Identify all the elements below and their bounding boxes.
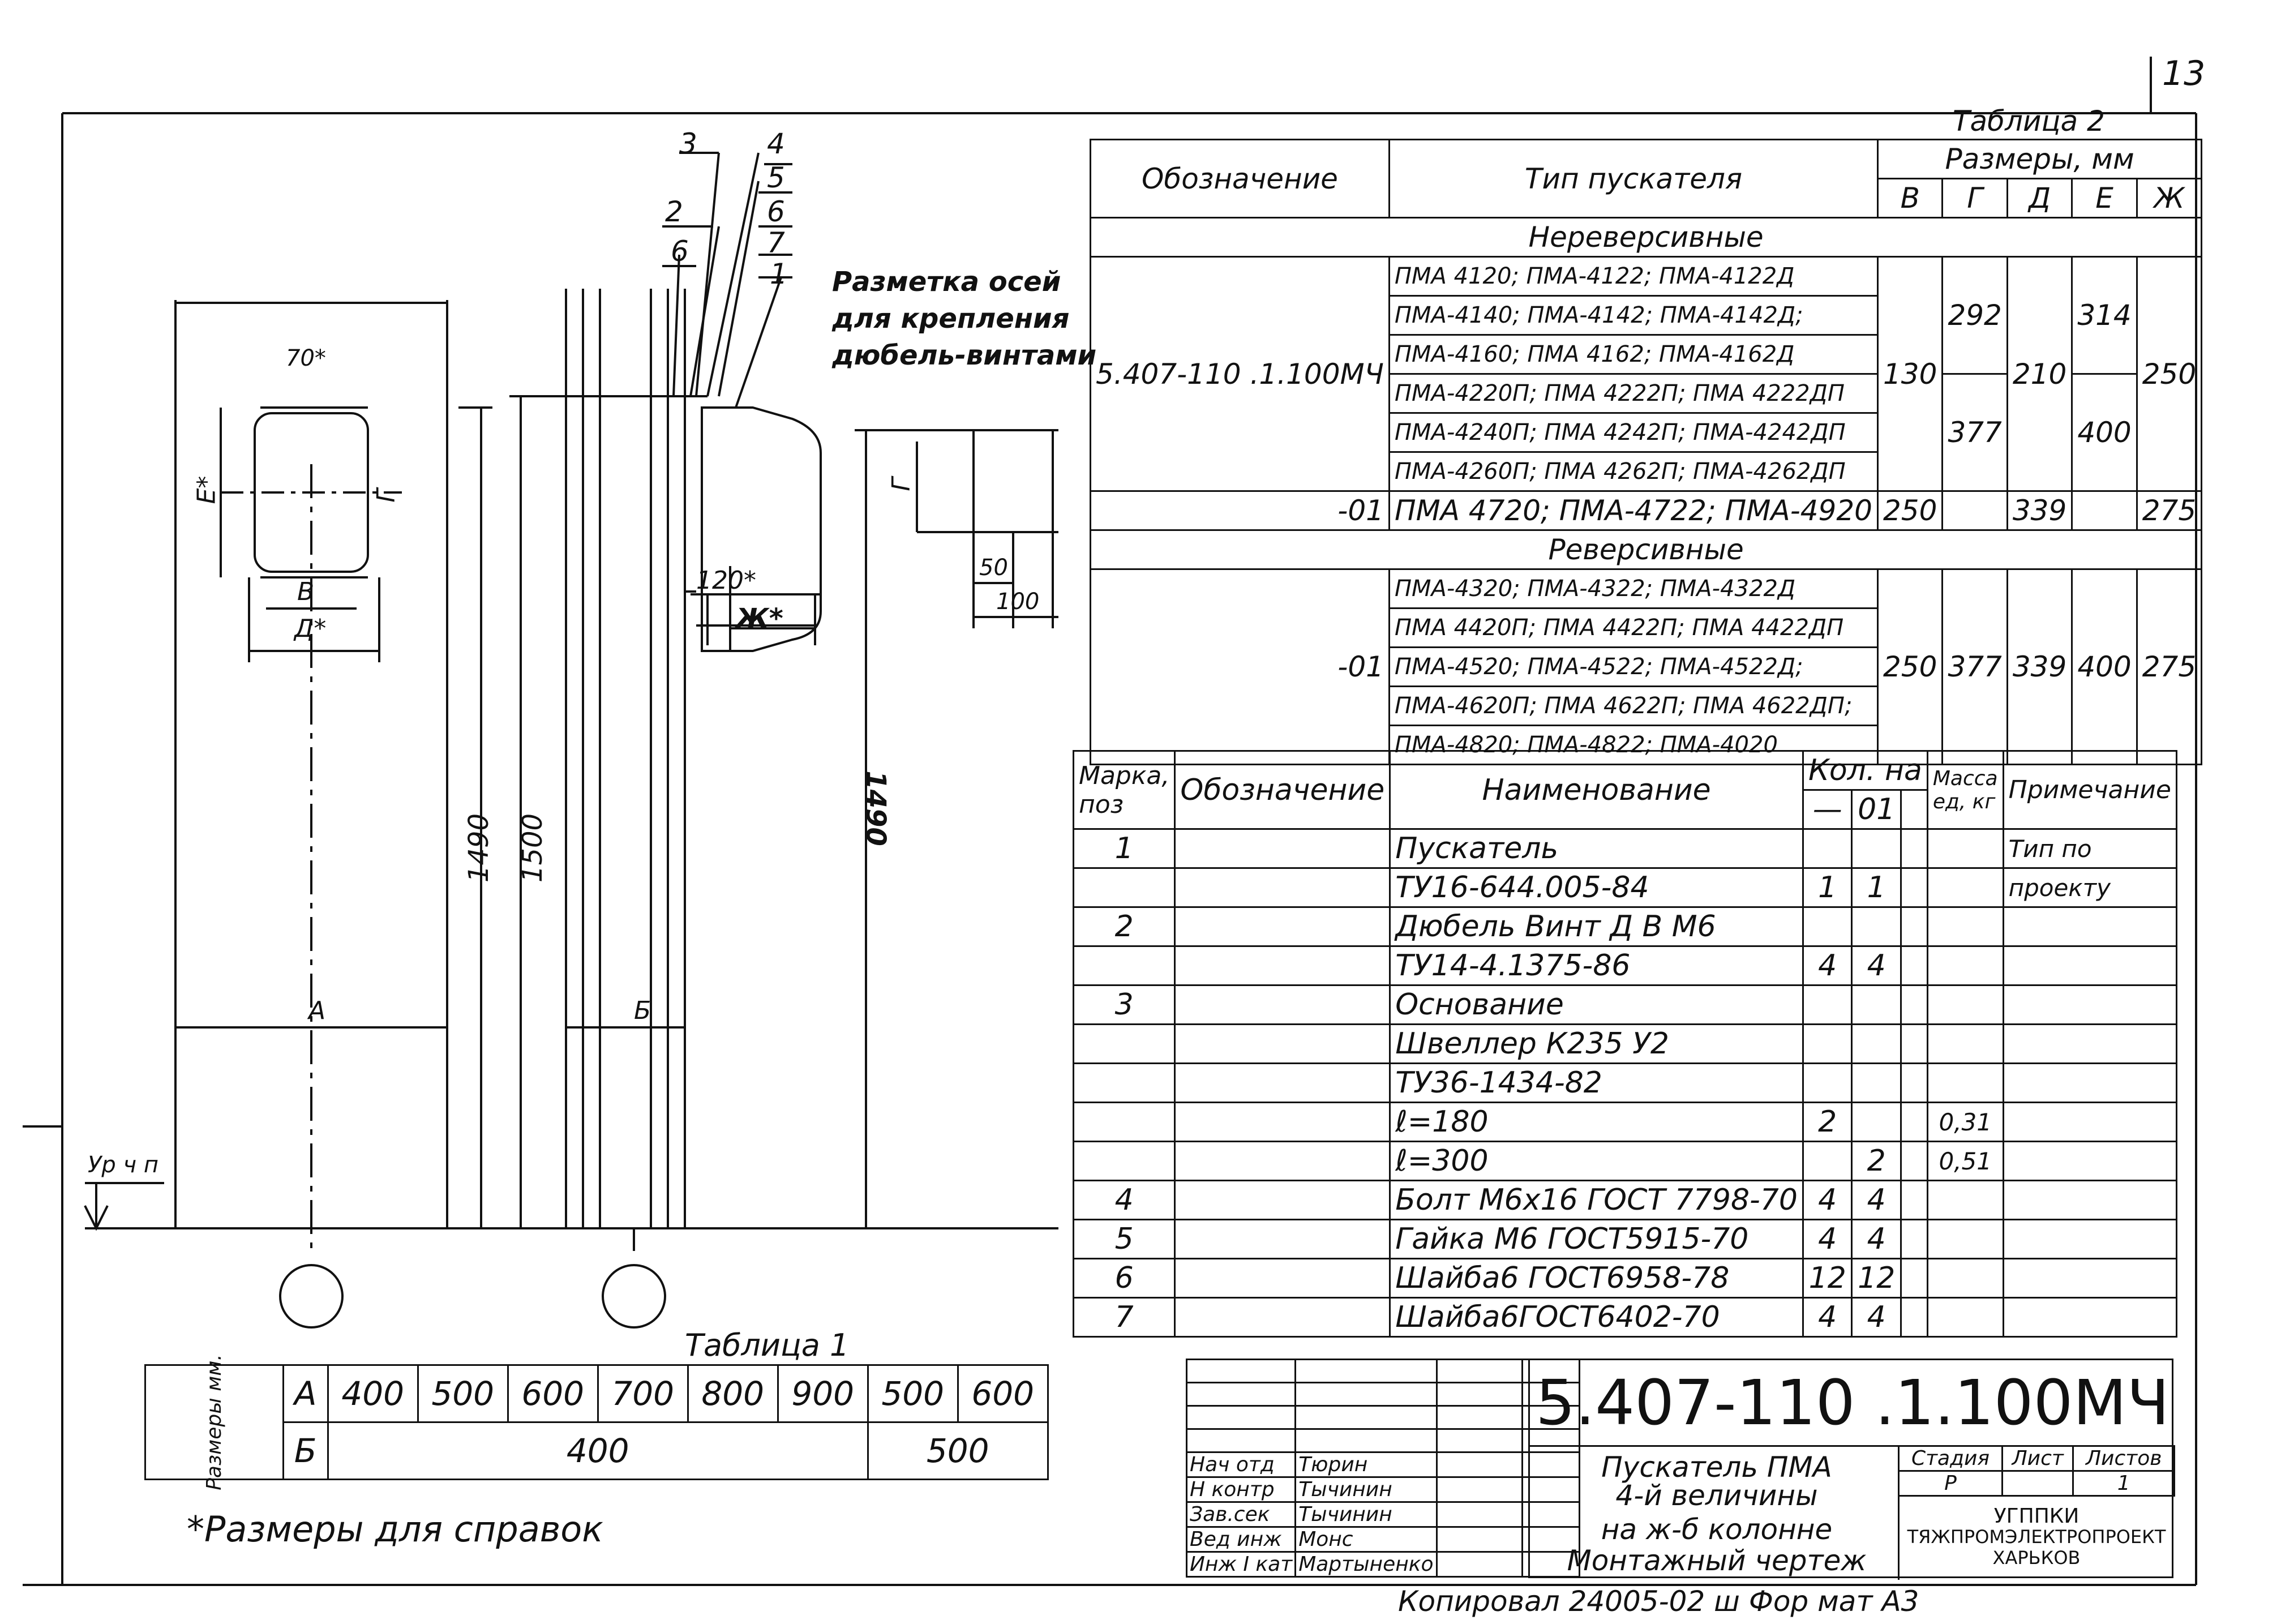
t2-h-designation: Обозначение	[1091, 140, 1390, 218]
spec-h-qty: Кол. на	[1803, 751, 1927, 790]
spec-note	[2003, 985, 2176, 1025]
spec-h-designation: Обозначение	[1175, 751, 1390, 829]
staff-role-4: Вед инж	[1187, 1527, 1296, 1552]
spec-name: ТУ14-4.1375-86	[1390, 946, 1803, 985]
dim-G-right: Г	[886, 477, 916, 491]
t1-a-5: 800	[688, 1365, 778, 1422]
title-line-3: на ж-б колонне	[1601, 1513, 1833, 1546]
spec-mass	[1927, 868, 2003, 907]
spec-table	[1073, 750, 2177, 1338]
spec-mass	[1927, 985, 2003, 1025]
spec-q1: 1	[1803, 868, 1852, 907]
t1-b-1: 400	[328, 1422, 868, 1480]
spec-note	[2003, 1181, 2176, 1220]
t1-a-6: 900	[778, 1365, 868, 1422]
t2-h-type: Тип пускателя	[1389, 140, 1877, 218]
spec-note	[2003, 1142, 2176, 1181]
spec-q2: 4	[1852, 1298, 1901, 1337]
dim-A: А	[308, 996, 326, 1025]
t2-a-type-5: ПМА-4240П; ПМА 4242П; ПМА-4242ДП	[1389, 413, 1877, 452]
marker-5: 5	[767, 161, 785, 194]
spec-mass	[1927, 1025, 2003, 1064]
spec-designation	[1175, 1220, 1390, 1259]
spec-pos	[1074, 1064, 1175, 1103]
callout-line-3: дюбель-винтами	[832, 340, 1097, 371]
spec-q3	[1901, 1298, 1927, 1337]
t2-a-D: 210	[2007, 257, 2072, 491]
spec-name: ТУ16-644.005-84	[1390, 868, 1803, 907]
dim-70: 70*	[286, 345, 326, 371]
spec-h-qty-b: 01	[1852, 790, 1901, 829]
callout-line-2: для крепления	[832, 303, 1070, 335]
spec-note	[2003, 1064, 2176, 1103]
spec-q3	[1901, 1103, 1927, 1142]
table2-caption: Таблица 2	[1953, 105, 2105, 138]
spec-q3	[1901, 907, 1927, 946]
spec-designation	[1175, 868, 1390, 907]
spec-name: Шайба6ГОСТ6402-70	[1390, 1298, 1803, 1337]
spec-q3	[1901, 868, 1927, 907]
spec-q2	[1852, 829, 1901, 868]
spec-q1	[1803, 1025, 1852, 1064]
dim-1490-right: 1490	[859, 770, 891, 846]
t2-r-D: 339	[2007, 569, 2072, 765]
spec-q2	[1852, 1103, 1901, 1142]
spec-name: Гайка М6 ГОСТ5915-70	[1390, 1220, 1803, 1259]
t2-r-type-5: ПМА-4820; ПМА-4822; ПМА-4020	[1389, 726, 1877, 765]
t2-h-E: Е	[2072, 179, 2137, 218]
spec-note	[2003, 1259, 2176, 1298]
spec-name: Швеллер К235 У2	[1390, 1025, 1803, 1064]
spec-h-mark: Марка, поз	[1074, 751, 1175, 829]
t2-a-type-4: ПМА-4220П; ПМА 4222П; ПМА 4222ДП	[1389, 374, 1877, 413]
spec-name: Основание	[1390, 985, 1803, 1025]
spec-designation	[1175, 1103, 1390, 1142]
spec-q1	[1803, 1142, 1852, 1181]
spec-note: Тип по	[2003, 829, 2176, 868]
spec-name: Болт М6х16 ГОСТ 7798-70	[1390, 1181, 1803, 1220]
spec-h-note: Примечание	[2003, 751, 2176, 829]
table2	[1090, 139, 2202, 765]
spec-pos: 1	[1074, 829, 1175, 868]
stage-label: Стадия	[1899, 1446, 2003, 1471]
dim-120: 120*	[696, 566, 756, 595]
t2-b-designation: -01	[1091, 491, 1390, 530]
t2-a-designation: 5.407-110 .1.100МЧ	[1091, 257, 1390, 491]
staff-role-1: Нач отд	[1187, 1452, 1296, 1477]
spec-q3	[1901, 985, 1927, 1025]
marker-7: 7	[767, 226, 785, 259]
marker-4: 4	[767, 127, 785, 160]
spec-q3	[1901, 1142, 1927, 1181]
drawing-code: 5.407-110 .1.100МЧ	[1530, 1360, 2175, 1447]
spec-q1: 12	[1803, 1259, 1852, 1298]
spec-designation	[1175, 907, 1390, 946]
marker-6a: 6	[767, 195, 785, 228]
dim-D: Д*	[294, 614, 327, 643]
spec-designation	[1175, 946, 1390, 985]
t2-r-G: 377	[1943, 569, 2007, 765]
spec-q1: 2	[1803, 1103, 1852, 1142]
t2-a-B: 130	[1878, 257, 1943, 491]
spec-pos: 6	[1074, 1259, 1175, 1298]
spec-mass	[1927, 1298, 2003, 1337]
spec-row	[1074, 1064, 2177, 1103]
t2-h-D: Д	[2007, 179, 2072, 218]
t2-a-type-6: ПМА-4260П; ПМА 4262П; ПМА-4262ДП	[1389, 452, 1877, 491]
t2-b-B: 250	[1878, 491, 1943, 530]
spec-pos	[1074, 1025, 1175, 1064]
t2-r-designation: -01	[1091, 569, 1390, 765]
spec-name: ТУ36-1434-82	[1390, 1064, 1803, 1103]
t2-section-nonrev: Нереверсивные	[1091, 218, 2202, 257]
spec-pos	[1074, 946, 1175, 985]
dim-B: В	[297, 577, 315, 606]
t2-a-E2: 400	[2072, 374, 2137, 491]
spec-note	[2003, 1298, 2176, 1337]
t1-a-7: 500	[868, 1365, 958, 1422]
sheet-number: 13	[2162, 54, 2206, 93]
staff-role-3: Зав.сек	[1187, 1502, 1296, 1527]
spec-q3	[1901, 1220, 1927, 1259]
t2-h-sizes: Размеры, мм	[1878, 140, 2202, 179]
spec-q1	[1803, 829, 1852, 868]
spec-row	[1074, 946, 2177, 985]
spec-q3	[1901, 946, 1927, 985]
org-line-3: ХАРЬКОВ	[1992, 1547, 2081, 1569]
dim-1500: 1500	[517, 813, 549, 883]
title-block-grid	[1186, 1359, 1580, 1578]
t2-b-Zh: 275	[2137, 491, 2201, 530]
marker-6b: 6	[671, 235, 689, 268]
table1-side-label: Размеры мм.	[202, 1354, 226, 1490]
marker-2: 2	[665, 195, 683, 228]
callout-line-1: Разметка осей	[832, 266, 1061, 298]
staff-role-5: Инж I кат	[1187, 1552, 1296, 1577]
spec-note	[2003, 907, 2176, 946]
spec-q3	[1901, 1259, 1927, 1298]
spec-name: Дюбель Винт Д В М6	[1390, 907, 1803, 946]
t1-b-2: 500	[868, 1422, 1048, 1480]
t2-a-type-3: ПМА-4160; ПМА 4162; ПМА-4162Д	[1389, 335, 1877, 374]
spec-q2: 4	[1852, 1181, 1901, 1220]
spec-designation	[1175, 1064, 1390, 1103]
spec-row	[1074, 868, 2177, 907]
stage-value: Р	[1899, 1471, 2003, 1496]
spec-q2: 4	[1852, 1220, 1901, 1259]
dim-Zh: Ж*	[736, 603, 783, 635]
spec-pos	[1074, 1103, 1175, 1142]
spec-name: Пускатель	[1390, 829, 1803, 868]
footnote: *Размеры для справок	[187, 1509, 603, 1550]
spec-note	[2003, 1025, 2176, 1064]
t2-b-D: 339	[2007, 491, 2072, 530]
spec-pos: 5	[1074, 1220, 1175, 1259]
spec-row	[1074, 1220, 2177, 1259]
spec-q3	[1901, 1181, 1927, 1220]
spec-row	[1074, 1103, 2177, 1142]
t2-section-rev: Реверсивные	[1091, 530, 2202, 569]
spec-q1	[1803, 907, 1852, 946]
t2-h-B: В	[1878, 179, 1943, 218]
spec-name: ℓ=300	[1390, 1142, 1803, 1181]
t2-r-B: 250	[1878, 569, 1943, 765]
spec-row	[1074, 985, 2177, 1025]
t1-a-3: 600	[508, 1365, 598, 1422]
spec-pos: 3	[1074, 985, 1175, 1025]
staff-name-3: Тычинин	[1296, 1502, 1437, 1527]
spec-mass	[1927, 907, 2003, 946]
spec-q2	[1852, 907, 1901, 946]
spec-row	[1074, 1025, 2177, 1064]
dim-100: 100	[996, 589, 1040, 615]
spec-q3	[1901, 1064, 1927, 1103]
spec-h-mass: Масса ед, кг	[1927, 751, 2003, 829]
spec-mass	[1927, 1259, 2003, 1298]
staff-name-2: Тычинин	[1296, 1477, 1437, 1502]
spec-designation	[1175, 1181, 1390, 1220]
table1-row-b-label: Б	[283, 1422, 328, 1480]
t2-r-E: 400	[2072, 569, 2137, 765]
dim-1490-left: 1490	[463, 813, 495, 883]
title-block-right	[1528, 1359, 2173, 1578]
t2-h-Zh: Ж	[2137, 179, 2201, 218]
t1-a-8: 600	[958, 1365, 1048, 1422]
table1-row-a-label: А	[283, 1365, 328, 1422]
t2-a-type-1: ПМА 4120; ПМА-4122; ПМА-4122Д	[1389, 257, 1877, 296]
spec-row	[1074, 907, 2177, 946]
spec-designation	[1175, 1025, 1390, 1064]
t2-b-types: ПМА 4720; ПМА-4722; ПМА-4920	[1389, 491, 1877, 530]
spec-q1: 4	[1803, 1220, 1852, 1259]
spec-name: ℓ=180	[1390, 1103, 1803, 1142]
staff-role-2: Н контр	[1187, 1477, 1296, 1502]
org-line-1: УГППКИ	[1993, 1505, 2080, 1528]
marker-1: 1	[770, 258, 788, 290]
spec-q2	[1852, 1064, 1901, 1103]
spec-row	[1074, 1181, 2177, 1220]
dim-G-left: Г	[371, 489, 401, 503]
spec-q1	[1803, 985, 1852, 1025]
spec-q3	[1901, 829, 1927, 868]
spec-note	[2003, 946, 2176, 985]
spec-h-name: Наименование	[1390, 751, 1803, 829]
spec-designation	[1175, 1298, 1390, 1337]
t2-a-G1: 292	[1943, 257, 2007, 374]
t1-a-4: 700	[598, 1365, 688, 1422]
spec-row	[1074, 1142, 2177, 1181]
staff-name-5: Мартыненко	[1296, 1552, 1437, 1577]
spec-designation	[1175, 1259, 1390, 1298]
t1-a-2: 500	[418, 1365, 508, 1422]
spec-mass	[1927, 1220, 2003, 1259]
table1	[144, 1354, 1049, 1490]
spec-pos: 7	[1074, 1298, 1175, 1337]
title-line-1: Пускатель ПМА	[1601, 1451, 1832, 1484]
t2-a-type-2: ПМА-4140; ПМА-4142; ПМА-4142Д;	[1389, 296, 1877, 335]
spec-row	[1074, 829, 2177, 868]
sheets-value: 1	[2073, 1471, 2175, 1496]
dim-E: Е*	[192, 475, 221, 504]
spec-q2: 4	[1852, 946, 1901, 985]
footer-copied: Копировал 24005-02 ш Фор мат А3	[1398, 1585, 1919, 1618]
spec-mass: 0,51	[1927, 1142, 2003, 1181]
spec-q2	[1852, 1025, 1901, 1064]
spec-designation	[1175, 1142, 1390, 1181]
t2-r-type-1: ПМА-4320; ПМА-4322; ПМА-4322Д	[1389, 569, 1877, 609]
spec-q1	[1803, 1064, 1852, 1103]
spec-pos	[1074, 1142, 1175, 1181]
org-line-2: ТЯЖПРОМЭЛЕКТРОПРОЕКТ	[1907, 1526, 2166, 1548]
spec-note: проекту	[2003, 868, 2176, 907]
spec-h-qty-a: —	[1803, 790, 1852, 829]
spec-q2: 1	[1852, 868, 1901, 907]
staff-name-4: Монс	[1296, 1527, 1437, 1552]
spec-mass	[1927, 946, 2003, 985]
t2-h-G: Г	[1943, 179, 2007, 218]
spec-q2: 12	[1852, 1259, 1901, 1298]
spec-note	[2003, 1220, 2176, 1259]
t1-a-1: 400	[328, 1365, 418, 1422]
spec-q1: 4	[1803, 1298, 1852, 1337]
spec-pos: 4	[1074, 1181, 1175, 1220]
spec-mass	[1927, 829, 2003, 868]
spec-mass	[1927, 1181, 2003, 1220]
t2-r-type-3: ПМА-4520; ПМА-4522; ПМА-4522Д;	[1389, 648, 1877, 687]
sheets-label: Листов	[2073, 1446, 2175, 1471]
t2-r-Zh: 275	[2137, 569, 2201, 765]
level-label: Ур ч п	[88, 1152, 158, 1178]
spec-q3	[1901, 1025, 1927, 1064]
spec-row	[1074, 1259, 2177, 1298]
spec-q2	[1852, 985, 1901, 1025]
t2-a-G2: 377	[1943, 374, 2007, 491]
stage-table	[1898, 1445, 2175, 1497]
spec-note	[2003, 1103, 2176, 1142]
spec-q2: 2	[1852, 1142, 1901, 1181]
t2-r-type-4: ПМА-4620П; ПМА 4622П; ПМА 4622ДП;	[1389, 687, 1877, 726]
t2-a-Zh: 250	[2137, 257, 2201, 491]
spec-q1: 4	[1803, 1181, 1852, 1220]
dim-B-col: Б	[634, 996, 651, 1025]
table1-caption: Таблица 1	[685, 1327, 850, 1363]
dim-50: 50	[979, 555, 1008, 581]
spec-pos	[1074, 868, 1175, 907]
title-line-2: 4-й величины	[1615, 1479, 1818, 1512]
staff-name-1: Тюрин	[1296, 1452, 1437, 1477]
spec-designation	[1175, 829, 1390, 868]
title-line-4: Монтажный чертеж	[1567, 1544, 1867, 1577]
spec-mass: 0,31	[1927, 1103, 2003, 1142]
spec-q1: 4	[1803, 946, 1852, 985]
t2-a-E1: 314	[2072, 257, 2137, 374]
spec-row	[1074, 1298, 2177, 1337]
spec-mass	[1927, 1064, 2003, 1103]
spec-name: Шайба6 ГОСТ6958-78	[1390, 1259, 1803, 1298]
sheet-label: Лист	[2003, 1446, 2073, 1471]
t2-r-type-2: ПМА 4420П; ПМА 4422П; ПМА 4422ДП	[1389, 609, 1877, 648]
spec-pos: 2	[1074, 907, 1175, 946]
marker-3: 3	[679, 127, 697, 160]
spec-designation	[1175, 985, 1390, 1025]
